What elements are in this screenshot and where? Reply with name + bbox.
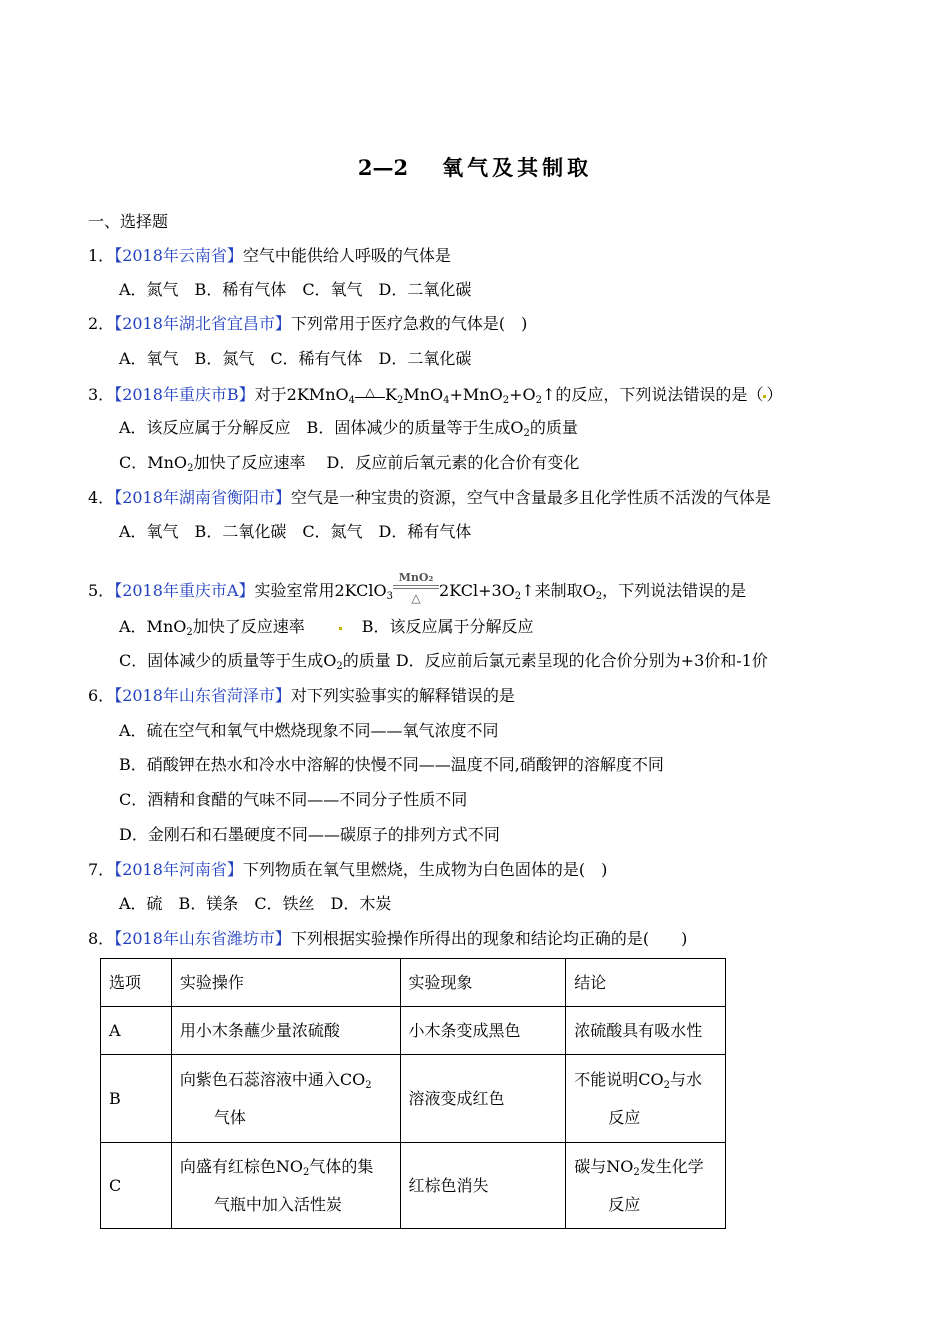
subscript: 2: [187, 463, 194, 474]
equation-part: MnO: [403, 385, 444, 404]
cell-line: [574, 1148, 717, 1186]
subscript: 2: [595, 591, 603, 602]
table-header: 选项: [101, 959, 172, 1007]
question-2-options: A．氧气 B．氮气 C．稀有气体 D．二氧化碳: [119, 349, 472, 368]
question-1: [88, 246, 451, 266]
table-cell: [171, 1143, 400, 1229]
option-text: 加快了反应速率: [192, 617, 305, 636]
equation-part: 实验室常用2KClO: [254, 581, 387, 600]
question-text: 下列常用于医疗急救的气体是( ): [290, 314, 528, 333]
table-header-row: [101, 959, 726, 1007]
subscript: 2: [303, 1166, 310, 1178]
equation-part: +O: [509, 385, 536, 404]
equation-part: K: [385, 385, 397, 404]
cell-text: 向盛有红棕色NO: [179, 1156, 304, 1176]
table-cell: 小木条变成黑色: [400, 1007, 566, 1055]
cell-line: [180, 1148, 392, 1186]
subscript: 2: [336, 661, 343, 672]
table-cell: B: [101, 1055, 172, 1143]
table-row: [101, 1143, 726, 1229]
question-6-option-c: C．酒精和食醋的气味不同——不同分子性质不同: [119, 790, 468, 809]
subscript: 2: [396, 395, 404, 406]
question-number: 6．: [88, 686, 115, 705]
question-number: 1．: [88, 246, 115, 265]
option-text: A．该反应属于分解反应 B．固体减少的质量等于生成O: [119, 418, 524, 437]
cell-text: 反应: [608, 1194, 641, 1214]
question-source: 【2018年重庆市B】: [114, 385, 255, 404]
question-6-option-d: D．金刚石和石墨硬度不同——碳原子的排列方式不同: [119, 825, 500, 844]
table-cell: 红棕色消失: [400, 1143, 566, 1229]
question-6-option-a: A．硫在空气和氧气中燃烧现象不同——氧气浓度不同: [119, 721, 499, 740]
option-text: C．固体减少的质量等于生成O: [119, 651, 337, 670]
cell-text: 反应: [608, 1107, 641, 1127]
question-source: 【2018年湖南省衡阳市】: [114, 488, 291, 507]
cell-text: 不能说明CO: [574, 1069, 664, 1089]
cell-text: 气体: [213, 1107, 246, 1127]
subscript: 2: [663, 1079, 670, 1091]
subscript: 2: [514, 591, 522, 602]
question-number: 8．: [88, 929, 115, 948]
question-source: 【2018年云南省】: [114, 246, 243, 265]
heat-symbol: △: [411, 591, 421, 605]
cell-text: 气体的集: [309, 1156, 374, 1176]
subscript: 3: [386, 591, 394, 602]
question-text: 空气中能供给人呼吸的气体是: [242, 246, 451, 265]
question-number: 5．: [88, 581, 115, 600]
equation-part: 对于2KMnO: [254, 385, 349, 404]
question-8: [88, 929, 687, 949]
table-row: [101, 1055, 726, 1143]
subscript: 2: [633, 1166, 640, 1178]
question-text: ，下列说法错误的是: [602, 581, 747, 600]
question-1-options: A．氮气 B．稀有气体 C．氧气 D．二氧化碳: [119, 280, 472, 299]
question-number: 4．: [88, 488, 115, 507]
question-text: ↑的反应，下列说法错误的是（: [542, 385, 764, 404]
question-6: [88, 686, 515, 706]
table-header: 结论: [566, 959, 726, 1007]
question-text: 下列根据实验操作所得出的现象和结论均正确的是( ): [290, 929, 688, 948]
question-6-option-b: B．硝酸钾在热水和冷水中溶解的快慢不同——温度不同,硝酸钾的溶解度不同: [119, 755, 664, 774]
question-text: 下列物质在氧气里燃烧，生成物为白色固体的是( ): [242, 860, 608, 879]
option-text: A．MnO: [119, 617, 187, 636]
question-number: 7．: [88, 860, 115, 879]
question-source: 【2018年湖北省宜昌市】: [114, 314, 291, 333]
subscript: 2: [535, 395, 543, 406]
section-heading: 一、选择题: [88, 212, 169, 231]
page-title: [0, 152, 950, 182]
question-source: 【2018年山东省潍坊市】: [114, 929, 291, 948]
cell-text: 碳与NO: [574, 1156, 634, 1176]
cell-text: 向紫色石蕊溶液中通入CO: [179, 1069, 366, 1089]
reaction-condition: [355, 384, 385, 404]
heat-symbol: △: [365, 385, 375, 399]
option-text: 的质量 D．反应前后氯元素呈现的化合价分别为+3价和-1价: [342, 651, 768, 670]
question-4: [88, 488, 771, 508]
table-cell: 浓硫酸具有吸水性: [566, 1007, 726, 1055]
question-source: 【2018年山东省菏泽市】: [114, 686, 291, 705]
cell-line: [180, 1061, 392, 1099]
cell-text: 气瓶中加入活性炭: [213, 1194, 342, 1214]
subscript: 4: [348, 395, 355, 406]
question-3-option-cd: [119, 453, 579, 473]
question-3: [88, 384, 782, 405]
table-cell: C: [101, 1143, 172, 1229]
option-text: 的质量: [529, 418, 578, 437]
option-text: C．MnO: [119, 453, 188, 472]
cell-line: [574, 1061, 717, 1099]
question-text: ↑来制取O: [521, 581, 596, 600]
question-7-options: A．硫 B．镁条 C．铁丝 D．木炭: [119, 894, 392, 913]
table-cell: [566, 1143, 726, 1229]
option-text: B．该反应属于分解反应: [361, 617, 534, 636]
cell-text: 与水: [669, 1069, 702, 1089]
title-number: 2—2: [357, 155, 409, 180]
question-source: 【2018年重庆市A】: [114, 581, 255, 600]
question-source: 【2018年河南省】: [114, 860, 243, 879]
question-text: 空气是一种宝贵的资源，空气中含量最多且化学性质不活泼的气体是: [290, 488, 771, 507]
catalyst-label: MnO₂: [398, 571, 434, 584]
table-header: 实验现象: [400, 959, 566, 1007]
question-text: 对下列实验事实的解释错误的是: [290, 686, 515, 705]
table-cell: [171, 1055, 400, 1143]
option-text: 加快了反应速率 D．反应前后氧元素的化合价有变化: [193, 453, 580, 472]
question-number: 2．: [88, 314, 115, 333]
cell-text: 发生化学: [639, 1156, 704, 1176]
subscript: 4: [443, 395, 450, 406]
table-cell: A: [101, 1007, 172, 1055]
reaction-condition: [393, 570, 439, 604]
table-cell: 溶液变成红色: [400, 1055, 566, 1143]
question-2: [88, 314, 527, 334]
subscript: 2: [523, 428, 530, 439]
question-text: ）: [766, 385, 783, 404]
mark-dot: [339, 627, 342, 630]
question-5-option-cd: [119, 651, 768, 671]
question-number: 3．: [88, 385, 115, 404]
experiment-table: [100, 958, 726, 1229]
question-5-option-ab: [119, 617, 534, 637]
table-cell: 用小木条蘸少量浓硫酸: [171, 1007, 400, 1055]
table-cell: [566, 1055, 726, 1143]
question-7: [88, 860, 607, 880]
table-header: 实验操作: [171, 959, 400, 1007]
equation-part: 2KCl+3O: [439, 581, 515, 600]
subscript: 2: [365, 1079, 372, 1091]
equation-part: +MnO: [449, 385, 503, 404]
question-4-options: A．氧气 B．二氧化碳 C．氮气 D．稀有气体: [119, 522, 472, 541]
table-row: [101, 1007, 726, 1055]
question-5: [88, 570, 746, 604]
question-3-option-ab: [119, 418, 578, 438]
title-text: 氧气及其制取: [442, 155, 593, 180]
subscript: 2: [186, 627, 193, 638]
subscript: 2: [502, 395, 510, 406]
